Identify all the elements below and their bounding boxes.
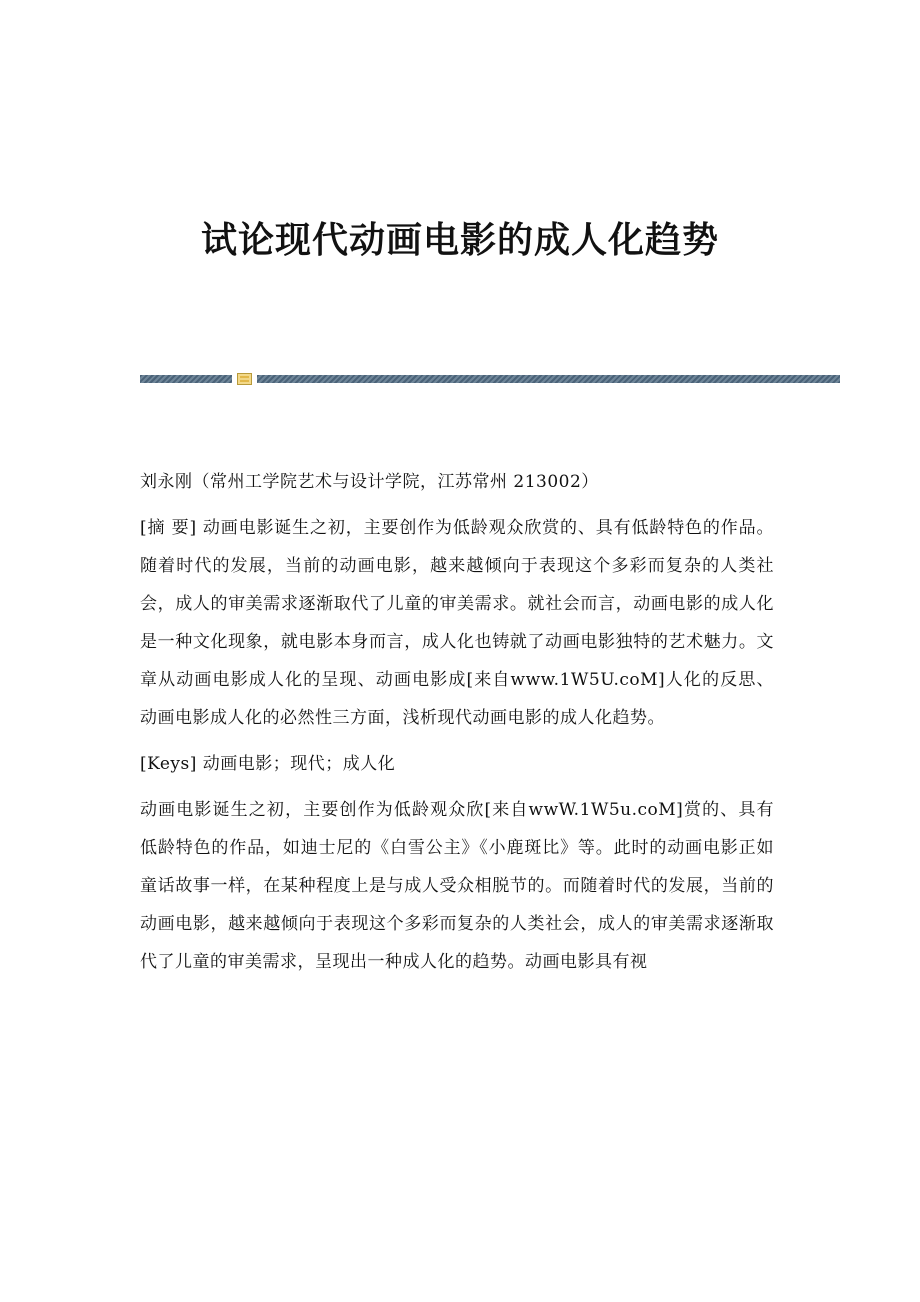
document-title: 试论现代动画电影的成人化趋势: [200, 219, 719, 261]
title-divider: [140, 373, 840, 385]
author-affiliation: 刘永刚（常州工学院艺术与设计学院，江苏常州 213002）: [140, 472, 599, 492]
divider-bar-right: [257, 375, 840, 383]
abstract-paragraph: [摘 要] 动画电影诞生之初，主要创作为低龄观众欣赏的、具有低龄特色的作品。随着时代的发展，当前的动画电影，越来越倾向于表现这个多彩而复杂的人类社会，成人的审美需求逐渐取代了儿童的审美需求。就社会而言，动画电影的成人化是一种文化现象，就电影本身而言，成人化也铸就了动画电影独特的艺术魅力。文章从动画电影成人化的呈现、动画电影成[来自www.1W5U.coM]人化的反思、动画电影成人化的必然性三方面，浅析现代动画电影的成人化趋势。: [140, 518, 774, 728]
body-paragraph: 动画电影诞生之初，主要创作为低龄观众欣[来自wwW.1W5u.coM]赏的、具有低龄特色的作品，如迪士尼的《白雪公主》《小鹿斑比》等。此时的动画电影正如童话故事一样，在某种程度上是与成人受众相脱节的。而随着时代的发展，当前的动画电影，越来越倾向于表现这个多彩而复杂的人类社会，成人的审美需求逐渐取代了儿童的审美需求，呈现出一种成人化的趋势。动画电影具有视: [140, 800, 774, 972]
document-body: [140, 463, 774, 989]
divider-bar-left: [140, 375, 232, 383]
decorative-emblem-icon: [237, 373, 252, 385]
keywords-line: [Keys] 动画电影；现代；成人化: [140, 754, 396, 774]
